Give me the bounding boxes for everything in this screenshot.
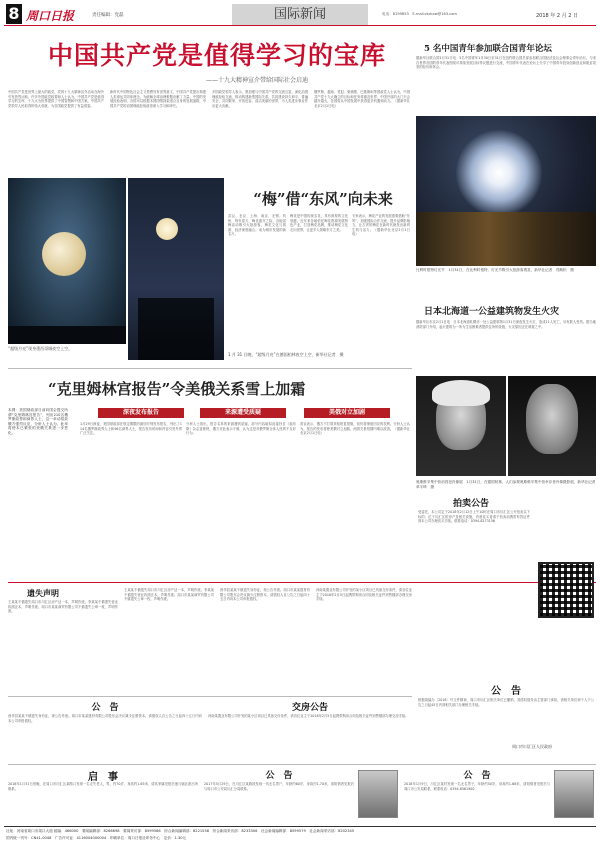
hokkaido-text: 据新华社东京2月1日电 日本北海道札幌市一处公益建筑物1月31日深夜发生火灾，造成11人死亡，另有数人受伤。据当地消防部门介绍，起火建筑为一所为生活困难者提供住所的设施，火灾原因正在调查之中。	[416, 320, 596, 329]
buildings-lit	[416, 212, 596, 266]
divider	[8, 764, 596, 765]
lost-title: 遗失声明	[27, 588, 59, 598]
issue-date: 2018 年 2 月 2 日	[536, 13, 579, 19]
lead-col-1: 中国共产党是世界上最大的政党，党的十九大精神宣介活动在海外引发热烈反响，许多外国政党政要和人士认为，中国共产党是值得学习的宝库，十九大为世界提供了中国智慧和中国方案。中国共产党领导人民取得的伟大成就，为各国政党提供了有益借鉴。	[8, 90, 104, 108]
lead-col-4: 俄罗斯、越南、老挝、柬埔寨、巴基斯坦等国政党人士认为，中国共产党十九大确立的目标和任务将惠及世界，中国开放的大门只会越开越大，各国将从中国发展中获得更多机遇和动力。（据新华社北京2月1日电）	[314, 90, 410, 108]
gonggao3-text: 2017年5月29日，在川汇区某路段发现一具无名男尸，年龄约60岁，身高约1.70米，请知情者见报后与周口市公安局川汇分局联系。	[204, 782, 354, 791]
auction-title: 拍卖公告	[452, 499, 489, 509]
lead-subtitle: ——十九大精神宣介带给国际社会启迪	[206, 77, 309, 84]
full-moon	[42, 232, 86, 276]
divider	[8, 368, 412, 369]
lost-notice	[8, 586, 118, 694]
lead-article	[8, 30, 412, 170]
footer-line-2: 国内统一刊号：CN41-0048 广告许可证：4116004000004 印刷单位：周口日报社印务中心 定价：1.30元	[6, 836, 187, 840]
masthead	[4, 4, 596, 26]
divider	[8, 696, 412, 697]
kremlin-col-2: 分析人士指出，报告名单的来源遭到质疑，部分内容疑似直接抄自《福布斯》杂志富豪榜，俄方对此表示不屑，认为这是对俄罗斯全体人民的不友好行为。	[186, 422, 296, 436]
qishi-title: 启 事	[88, 772, 118, 783]
gonggao4-title: 公 告	[463, 771, 491, 781]
announce-notice	[416, 680, 596, 760]
kremlin-col-3: 普京表示，俄方不打算采取报复措施，但仍将保留回应的权利。分析人士认为，报告的发布将使美俄对立加剧，两国关系短期内难以改善。（据新华社北京2月1日电）	[300, 422, 410, 436]
editors: 责任编辑：党磊	[92, 13, 124, 18]
gonggao4-text: 2018年1月9日，川汇区某村发现一名无名男子，年龄约50岁，身高约1.68米，请知情者见报后与周口市公安局联系，联系电话：0394-8561900	[404, 782, 550, 791]
kremlin-sub-1: 深夜发布报告	[98, 408, 184, 418]
hokkaido-article	[416, 282, 596, 372]
lead-col-2: 新时代中国特色社会主义思想具有世界意义，中国共产党提出构建人类命运共同体理念，为破解全球治理难题贡献了力量。中国的发展经验表明，各国可以根据本国国情探索适合自身的发展道路，中国共产党的治国理政经验值得深入学习和研究。	[110, 90, 206, 108]
moon-photo-left	[8, 178, 126, 344]
kremlin-lead: 本网：美国财政部日前向国会提交所谓“克里姆林宫报告”，列出210名俄罗斯政界和商界人士，这一举动招致俄方强烈反应，分析人士认为，此举将使本已紧张的美俄关系进一步恶化。	[8, 408, 68, 435]
moon-caption-right: 1 月 31 日晚，“超级月亮”在德国柏林夜空上空，新华社记者 摄	[228, 352, 344, 357]
light-sphere	[456, 130, 542, 216]
youth-article	[416, 30, 596, 110]
kremlin-article	[8, 372, 412, 582]
portrait-man	[508, 376, 596, 476]
footer	[4, 826, 596, 844]
gonggao2-title: 公 告	[91, 703, 119, 713]
woman-hair	[432, 380, 490, 406]
auschwitz-caption: 奥斯维辛集中营前囚犯肖像展 1月31日，在德国柏林，人们参观奥斯维辛集中营幸存者肖像摄影展，新华社记者 单宇琦 摄	[416, 480, 599, 489]
qishi-notice	[8, 766, 198, 822]
jiaofang-notice	[208, 698, 412, 762]
announce-title: 公 告	[491, 686, 521, 697]
auction-notice	[416, 492, 596, 674]
mid-notice-col-3: 河南某置业有限公司开发的某小区项目已具备交付条件，请各位业主于2018年2月5日起携带购房合同及相关证件到售楼部办理交房手续。	[316, 588, 412, 602]
notice-photo	[358, 770, 398, 818]
lost-text: 王某某不慎遗失周口市川汇区房产证一本，声明作废。李某某不慎遗失营业执照正本，声明作废。周口市某某商贸有限公司不慎遗失公章一枚，声明作废。	[8, 600, 118, 614]
notice-photo	[554, 770, 594, 818]
youth-title: 5 名中国青年参加联合国青年论坛	[424, 44, 552, 54]
section-title: 国际新闻	[232, 4, 368, 25]
gonggao4-notice	[404, 766, 596, 822]
meihua-col-1: 武汉、北京、上海、南京、无锡、杭州，每年春天，梅花盛开之际，各地赏梅活动吸引大批游客，梅花文化与旅游、经济深度融合，成为城市发展的新名片。	[228, 214, 286, 237]
gonggao2-text: 西华县某某不慎遗失身份证，现公告作废。周口市某某建材有限公司股东会决议减少注册资本，请债权人自公告之日起四十五日内向本公司申报债权。	[8, 714, 202, 723]
mid-notice-col-2: 西华县某某不慎遗失身份证，现公告作废。周口市某某建材有限公司股东会决议减少注册资本，请债权人自公告之日起四十五日内向本公司申报债权。	[220, 588, 310, 602]
announce-sign: 周口市川汇区人民政府	[512, 744, 552, 749]
meihua-col-3: 专家表示，梅花产业的发展需要借助“东风”，加强国际合作交流，提升品牌影响力，让古老的梅花在新时代焕发出新的生机与活力。（据新华社北京2月1日电）	[352, 214, 410, 237]
announce-text: 根据周编办〔2018〕号文件精神，周口市川汇区相关单位已撤销，其债权债务由主管部门承担，请相关单位和个人于公告之日起45日内到相关部门办理相关手续。	[418, 698, 594, 707]
qishi-text: 2018年1月31日傍晚，在周口市川汇区某路口发现一名走失老人，男，约70岁，身高约1.65米，请其家属见报后速与辖区派出所联系。	[8, 782, 198, 791]
paper-name: 周口日报	[26, 9, 75, 23]
building-silhouette	[138, 298, 214, 360]
hokkaido-title: 日本北海道一公益建筑物发生火灾	[424, 307, 560, 317]
lead-col-3: 多国政党领导人表示，愿加强与中国共产党的交流互鉴，深化治国理政经验交流，推动构建新型国际关系，共同建设持久和平、普遍安全、共同繁荣、开放包容、清洁美丽的世界，为人类进步事业作出更大贡献。	[212, 90, 308, 108]
lead-title: 中国共产党是值得学习的宝库	[48, 41, 387, 70]
auction-text: 受委托，本公司定于2018年2月12日上午10时在周口市川汇区公开拍卖以下标的：位于川汇区的房产及相关设施，有意竞买者请于拍卖前携带有效证件到本公司办理竞买手续。联系电话：0394-8273156	[418, 510, 530, 524]
gonggao3-title: 公 告	[265, 771, 293, 781]
meihua-col-2: 梅花是中国传统名花，具有深厚的文化底蕴，近年来各地依托梅花资源发展特色产业，打造梅花品牌，推动梅花文化走向世界，让更多人领略东方之美。	[290, 214, 348, 232]
meihua-article	[228, 186, 412, 348]
portrait-woman	[416, 376, 506, 476]
city-silhouette	[8, 326, 126, 344]
page-number: 8	[6, 4, 22, 24]
youth-text: 据新华社联合国1月31日电 5名中国青年1月30日至31日在纽约联合国总部参加联合国经济及社会理事会青年论坛，与来自世界各国的青年代表围绕可持续发展目标等议题进行交流，中国青年代表在论坛上分享了中国青年投身创新创业和脱贫攻坚的经历和体会。	[416, 56, 596, 70]
mid-notice-col-1: 王某某不慎遗失周口市川汇区房产证一本，声明作废。李某某不慎遗失营业执照正本，声明作废。周口市某某商贸有限公司不慎遗失公章一枚，声明作废。	[124, 588, 214, 602]
kremlin-col-1: 1月29日深夜，美国财政部在规定期限的最后时刻发布报告，列出了114名俄罗斯政界人士和96名商界人士，报告发布时间和内容引发外界广泛关注。	[80, 422, 182, 436]
jiaofang-text: 河南某置业有限公司开发的某小区项目已具备交付条件，请各位业主于2018年2月5日起携带购房合同及相关证件到售楼部办理交房手续。	[208, 714, 409, 718]
meihua-title: “梅”借“东风”向未来	[253, 190, 393, 208]
moon-photo-right	[128, 178, 224, 360]
gonggao2-notice	[8, 698, 202, 762]
moon-small	[156, 218, 178, 240]
kremlin-sub-3: 美俄对立加剧	[304, 408, 390, 418]
kremlin-title: “克里姆林宫报告”令美俄关系雪上加霜	[48, 380, 306, 398]
moon-caption-left: “超级月亮”现身墨西哥城夜空上空。	[8, 346, 73, 351]
gonggao3-notice	[204, 766, 400, 822]
ghent-photo	[416, 116, 596, 266]
man-face	[526, 384, 578, 454]
jiaofang-title: 交房公告	[291, 703, 328, 713]
ghent-caption: 比利时根特灯光节 1月31日，在比利时根特，灯光节吸引大批游客观赏，新华社记者 郑焕松 摄	[416, 268, 574, 272]
contact-info: 电话：8199853 E-mail:zkrbxw@163.com	[382, 12, 457, 16]
kremlin-sub-2: 来源遭受质疑	[200, 408, 286, 418]
qr-code	[538, 562, 594, 618]
footer-line-1: 社址：河南省周口市周口大道 邮编：466000 要闻编辑部：8266698 要闻采访部：8599586 综合新闻编辑部：8221558 综合新闻采访部：8233306 社会新闻编辑部：8599579 社会新闻采访部：8202345	[6, 829, 355, 833]
